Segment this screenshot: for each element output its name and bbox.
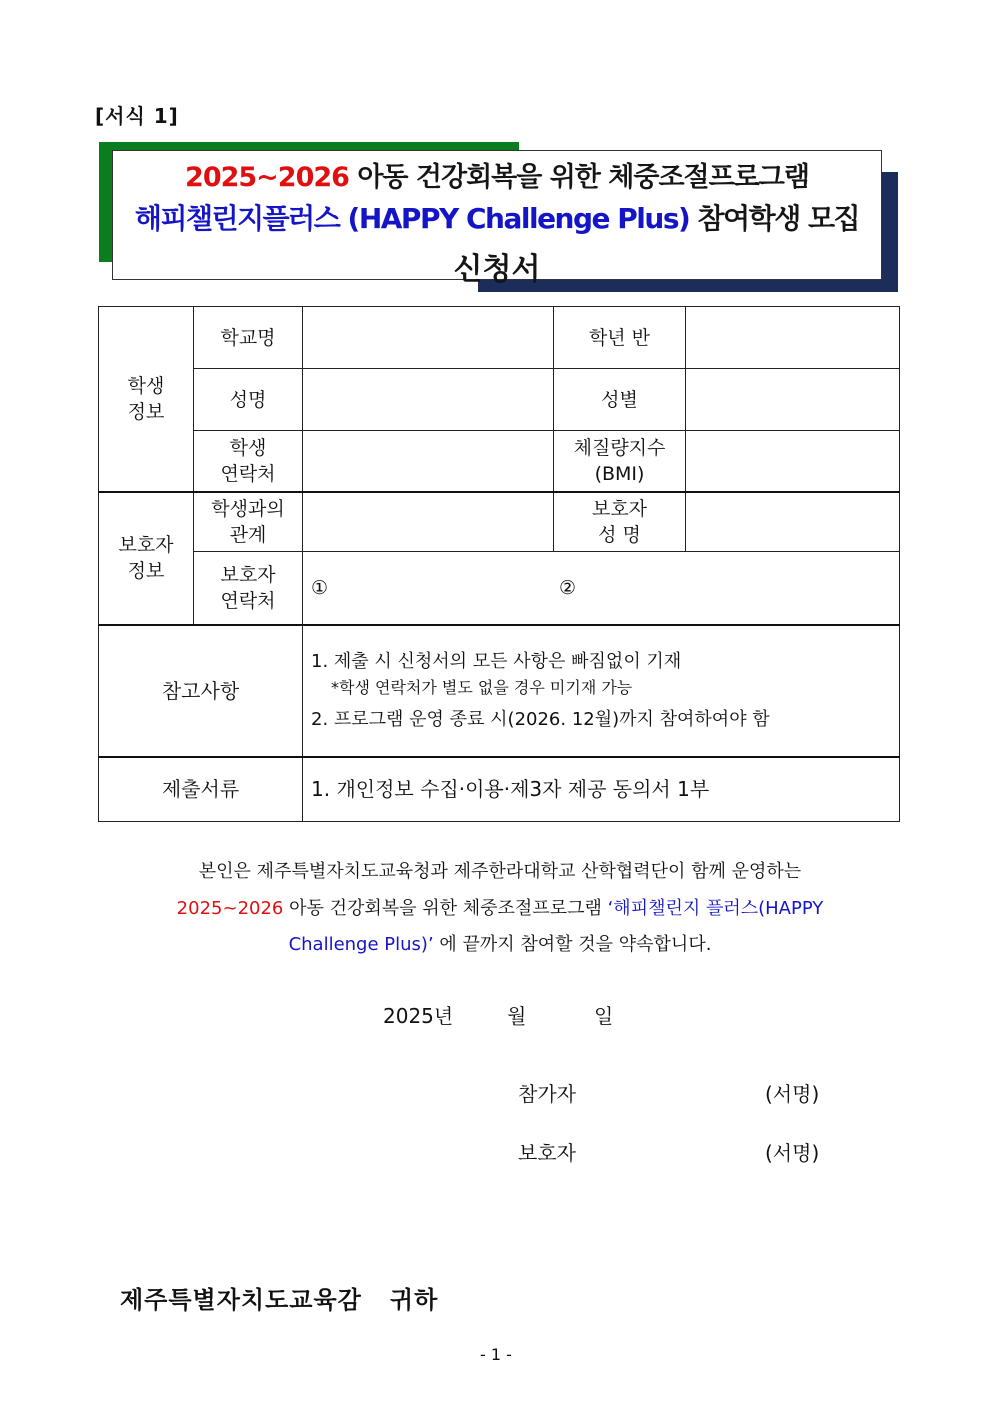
student-contact-label: 학생 연락처 xyxy=(194,431,303,492)
grade-class-field[interactable] xyxy=(686,307,900,369)
pledge-line-2 xyxy=(120,894,880,920)
title-box xyxy=(112,150,882,287)
relation-label: 학생과의 관계 xyxy=(194,492,303,552)
contact-1-marker: ① xyxy=(311,576,329,599)
guardian-name-field[interactable] xyxy=(686,492,900,552)
school-name-field[interactable] xyxy=(303,307,554,369)
gender-field[interactable] xyxy=(686,369,900,431)
title-year: 2025~2026 xyxy=(185,162,349,193)
gender-label: 성별 xyxy=(554,369,686,431)
bmi-field[interactable] xyxy=(686,431,900,492)
title-line1-text: 아동 건강회복을 위한 체중조절프로그램 xyxy=(348,162,809,193)
participant-signature-field[interactable]: (서명) xyxy=(765,1082,820,1106)
date-month: 월 xyxy=(507,1004,527,1028)
guardian-signature-field[interactable]: (서명) xyxy=(765,1141,820,1165)
notes-content xyxy=(303,625,900,757)
grade-class-label: 학년 반 xyxy=(554,307,686,369)
page-number: - 1 - xyxy=(480,1345,512,1364)
guardian-info-label: 보호자 정보 xyxy=(99,492,194,625)
documents-value: 1. 개인정보 수집·이용·제3자 제공 동의서 1부 xyxy=(303,757,900,822)
participant-label: 참가자 xyxy=(518,1082,576,1106)
addressee: 제주특별자치도교육감 귀하 xyxy=(120,1286,439,1314)
date-year: 2025년 xyxy=(383,1004,454,1028)
form-label: [서식 1] xyxy=(95,104,179,128)
pledge-line-1: 본인은 제주특별자치도교육청과 제주한라대학교 산학협력단이 함께 운영하는 xyxy=(198,861,802,882)
guardian-contact-field[interactable] xyxy=(303,552,900,625)
note-1-sub: *학생 연락처가 별도 없을 경우 미기재 가능 xyxy=(331,677,633,697)
school-name-label: 학교명 xyxy=(194,307,303,369)
student-info-label: 학생 정보 xyxy=(99,307,194,492)
notes-label: 참고사항 xyxy=(99,625,303,757)
application-table xyxy=(98,306,900,822)
title-line-1 xyxy=(113,155,881,194)
guardian-contact-label: 보호자 연락처 xyxy=(194,552,303,625)
title-line-3: 신청서 xyxy=(453,252,541,287)
pledge-year: 2025~2026 xyxy=(176,898,284,919)
documents-label: 제출서류 xyxy=(99,757,303,822)
pledge-line-3 xyxy=(120,930,880,956)
title-program-name: 해피챌린지플러스 (HAPPY Challenge Plus) xyxy=(134,202,690,235)
relation-field[interactable] xyxy=(303,492,554,552)
title-line-2 xyxy=(113,197,881,237)
pledge-line3-text: 에 끝까지 참여할 것을 약속합니다. xyxy=(433,934,712,955)
note-1: 1. 제출 시 신청서의 모든 사항은 빠짐없이 기재 xyxy=(311,650,682,672)
student-contact-field[interactable] xyxy=(303,431,554,492)
pledge-line2-text: 아동 건강회복을 위한 체중조절프로그램 xyxy=(283,898,608,919)
name-label: 성명 xyxy=(194,369,303,431)
bmi-label: 체질량지수 (BMI) xyxy=(554,431,686,492)
date-day: 일 xyxy=(594,1004,614,1028)
title-recruit-text: 참여학생 모집 xyxy=(689,202,860,235)
pledge-program-name: ‘해피챌린지 플러스(HAPPY xyxy=(607,898,824,919)
guardian-name-label: 보호자 성 명 xyxy=(554,492,686,552)
guardian-label: 보호자 xyxy=(518,1141,576,1165)
note-2: 2. 프로그램 운영 종료 시(2026. 12월)까지 참여하여야 함 xyxy=(311,708,770,730)
pledge-program-name-cont: Challenge Plus)’ xyxy=(288,934,434,955)
name-field[interactable] xyxy=(303,369,554,431)
contact-2-marker: ② xyxy=(559,576,577,599)
